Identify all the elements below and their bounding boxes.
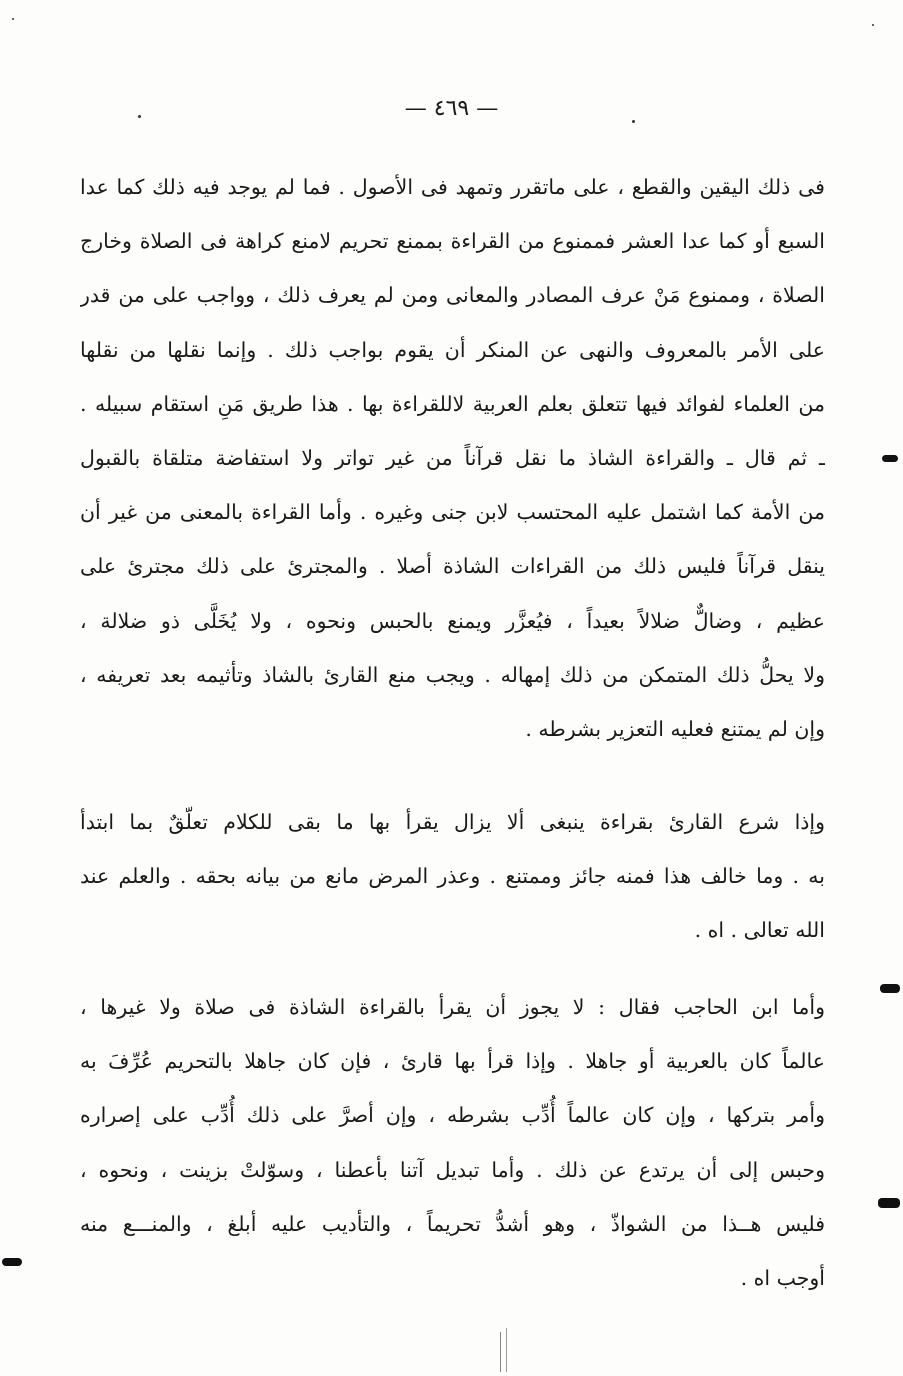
scan-speck bbox=[872, 24, 874, 26]
scan-speck bbox=[12, 18, 14, 20]
text-line: وأمر بتركها ، وإن كان عالماً أُدِّب بشرطه ، وإن أصرَّ على ذلك أُدِّب على إصراره bbox=[80, 1103, 825, 1128]
scan-line bbox=[500, 1332, 501, 1372]
scan-mark-right-2 bbox=[880, 984, 900, 993]
page-number: — ٤٦٩ — bbox=[404, 96, 499, 121]
text-line: أوجب اه . bbox=[740, 1265, 825, 1290]
paragraph-1 bbox=[80, 160, 825, 756]
text-line: عالماً كان بالعربية أو جاهلا . وإذا قرأ بها قارئ ، فإن كان جاهلا بالتحريم عُرِّفَ به bbox=[80, 1049, 825, 1074]
text-line: الصلاة ، وممنوع مَنْ عرف المصادر والمعانى ومن لم يعرف ذلك ، وواجب على من قدر bbox=[80, 283, 825, 308]
text-line: على الأمر بالمعروف والنهى عن المنكر أن يقوم بواجب ذلك . وإنما نقلها من نقلها bbox=[80, 337, 825, 362]
text-line: فى ذلك اليقين والقطع ، على ماتقرر وتمهد فى الأصول . فما لم يوجد فيه ذلك كما عدا bbox=[80, 175, 825, 199]
scan-mark-right-3 bbox=[878, 1198, 900, 1208]
text-line: فليس هــذا من الشواذّ ، وهو أشدُّ تحريماً ، والتأديب عليه أبلغ ، والمنـــع منه bbox=[80, 1211, 825, 1236]
scan-mark-right-1 bbox=[882, 455, 898, 462]
paragraph-3 bbox=[80, 980, 825, 1305]
text-line: عظيم ، وضالٌّ ضلالاً بعيداً ، فيُعزَّر ويمنع بالحبس ونحوه ، ولا يُخَلَّى ذو ضلالة ، bbox=[80, 608, 825, 633]
text-line: من الأمة كما اشتمل عليه المحتسب لابن جنى وغيره . وأما القراءة بالمعنى من غير أن bbox=[80, 500, 825, 525]
paragraph-2 bbox=[80, 795, 825, 958]
text-line: السبع أو كما عدا العشر فممنوع من القراءة بممنع تحريم لامنع كراهة فى الصلاة وخارج bbox=[80, 229, 825, 254]
text-line: وأما ابن الحاجب فقال : لا يجوز أن يقرأ بالقراءة الشاذة فى صلاة ولا غيرها ، bbox=[80, 995, 825, 1019]
text-line: وإن لم يمتنع فعليه التعزير بشرطه . bbox=[525, 716, 825, 741]
text-line: وحبس إلى أن يرتدع عن ذلك . وأما تبديل آتنا بأعطنا ، وسوّلتْ بزينت ، ونحوه ، bbox=[80, 1157, 825, 1182]
text-line: ـ ثم قال ـ والقراءة الشاذ ما نقل قرآناً من غير تواتر ولا استفاضة متلقاة بالقبول bbox=[80, 445, 825, 470]
text-line: به . وما خالف هذا فمنه جائز وممتنع . وعذر المرض مانع من بيانه بحقه . والعلم عند bbox=[80, 864, 825, 889]
scan-speck bbox=[138, 115, 141, 118]
text-line: وإذا شرع القارئ بقراءة ينبغى ألا يزال يقرأ بها ما بقى للكلام تعلّقٌ بما ابتدأ bbox=[80, 810, 825, 834]
text-line: من العلماء لفوائد فيها تتعلق بعلم العربية لاللقراءة بها . هذا طريق مَنِ استقام سبيله . bbox=[80, 391, 825, 416]
scan-speck bbox=[632, 120, 635, 123]
text-line: ينقل قرآناً فليس ذلك من القراءات الشاذة أصلا . والمجترئ على ذلك مجترئ على bbox=[80, 554, 825, 579]
text-line: ولا يحلُّ ذلك المتمكن من ذلك إمهاله . ويجب منع القارئ بالشاذ وتأثيمه بعد تعريفه ، bbox=[80, 662, 825, 687]
text-line: الله تعالى . اه . bbox=[694, 918, 825, 943]
scan-mark-left-1 bbox=[2, 1258, 22, 1266]
scan-line bbox=[506, 1328, 507, 1372]
